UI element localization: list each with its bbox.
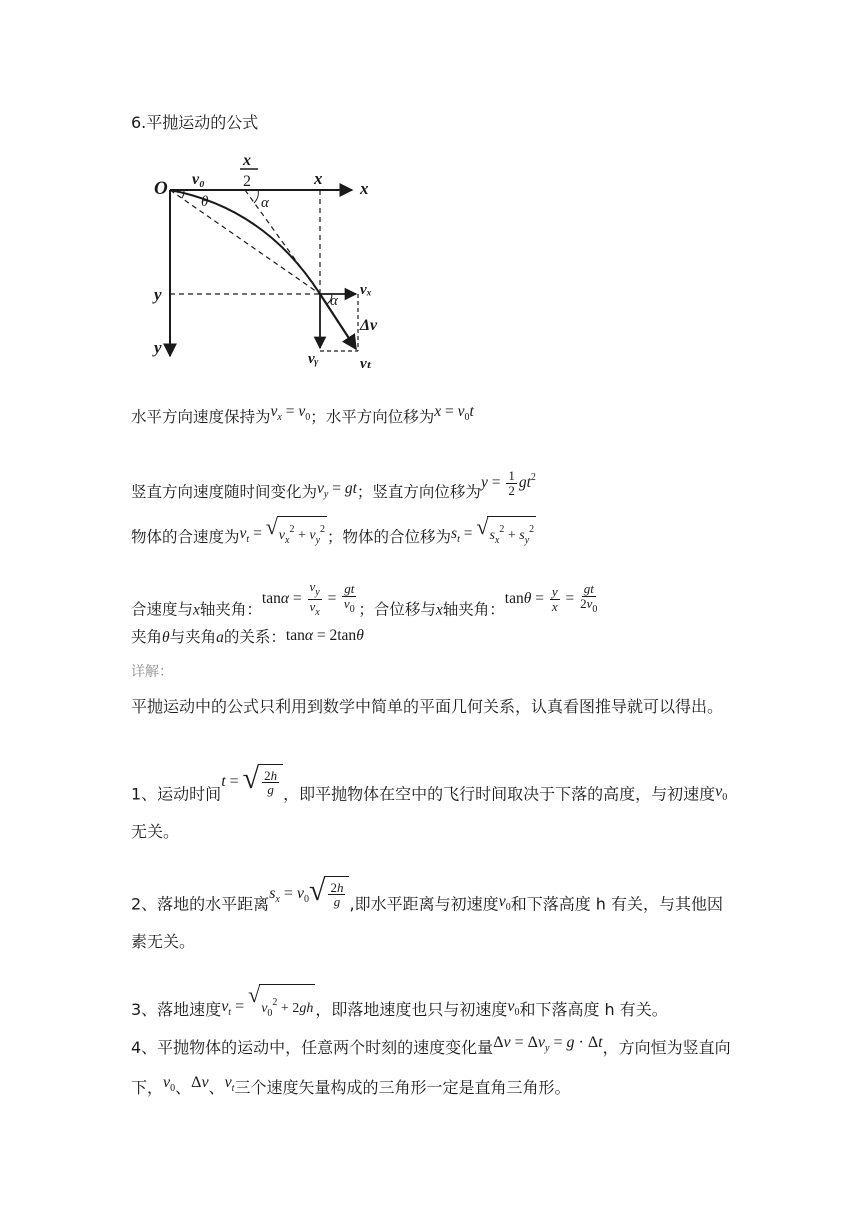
text: ；合位移与	[358, 600, 436, 619]
text: 轴夹角：	[199, 600, 262, 619]
formula-y: y = $\frac{1}{2}$ $gt^2$	[480, 468, 536, 498]
delta-v-symbol: Δv	[191, 1074, 209, 1091]
text: 1、运动时间	[131, 784, 222, 804]
dashed-displacement-line	[170, 190, 320, 294]
x-axis-label: x	[360, 179, 369, 198]
formula-tan-alpha: tanα = $\frac{v_y}{v_x}$ = $\frac{gt}{v_0}$	[261, 579, 355, 618]
formula-line-5	[131, 624, 364, 650]
text: 与夹角	[169, 628, 217, 646]
alpha-arc-top	[254, 190, 258, 203]
y-left-label: y	[154, 285, 162, 304]
half-x-denominator: 2	[243, 173, 251, 190]
text: 和下落高度 h 有关，与其他因素无关。	[131, 894, 724, 951]
theta-arc	[182, 190, 184, 198]
theta-label: θ	[201, 194, 209, 210]
formula-sx: $s_x = v_0$ √ $\frac{2h}{g}$	[269, 885, 349, 902]
v0-symbol: $v_0$	[715, 782, 728, 803]
v0-symbol: $v_0$	[163, 1074, 176, 1094]
text: x	[435, 601, 443, 619]
formula-x: $x = v_0t$	[434, 403, 474, 423]
text: x	[193, 601, 200, 619]
text: θ	[162, 629, 170, 646]
text: 物体的合速度为	[131, 528, 240, 547]
formula-line-1	[131, 400, 474, 430]
formula-vy: $v_y$ = gt	[317, 480, 357, 500]
v0-label: v₀	[192, 171, 205, 188]
text: ；竖直方向位移为	[356, 483, 481, 501]
projectile-diagram	[130, 148, 398, 378]
formula-delta-v: $\Delta v = \Delta v_y = g \cdot \Delta t$	[493, 1034, 603, 1054]
formula-vx: $v_x = v_0$	[270, 403, 311, 423]
point-4	[131, 1026, 736, 1106]
text: ；物体的合位移为	[327, 528, 452, 547]
text: 无关。	[131, 821, 180, 841]
formula-line-2	[131, 466, 536, 507]
formula-landing-v: $v_t$ = √ $v_0^2 + 2gh$	[221, 998, 315, 1015]
text: ，即落地速度也只与初速度	[315, 1000, 508, 1020]
text: 和下落高度 h 有关。	[519, 1000, 668, 1020]
text: ，方向恒为竖直向下，	[131, 1038, 731, 1097]
text: 轴夹角：	[442, 600, 505, 619]
text: 3、落地速度	[131, 1000, 222, 1020]
point-2	[131, 876, 736, 959]
formula-line-4	[131, 580, 599, 623]
section-title: 6.平抛运动的公式	[131, 113, 259, 132]
text: a	[216, 629, 224, 646]
x-top-label: x	[314, 169, 323, 188]
origin-label: O	[154, 178, 168, 199]
formula-st: $s_t$ = √ $s_x^2 + s_y^2$	[451, 525, 536, 542]
alpha-mid-label: α	[330, 293, 338, 309]
delta-v-label: Δv	[360, 317, 378, 334]
alpha-top-label: α	[261, 195, 269, 211]
half-x-numerator: x	[243, 152, 251, 169]
vy-label: vᵧ	[308, 351, 319, 367]
vt-label: vₜ	[360, 356, 373, 372]
text: 夹角	[131, 628, 163, 646]
text: 、	[175, 1078, 192, 1097]
vx-label: vₓ	[360, 282, 372, 298]
point-3	[131, 984, 736, 1031]
text: 水平方向速度保持为	[131, 408, 271, 426]
vt-vector	[320, 294, 356, 349]
text: 、	[208, 1078, 225, 1097]
dashed-half-x-line	[245, 190, 320, 294]
v0-symbol: $v_0$	[498, 892, 511, 913]
formula-line-3	[131, 516, 536, 553]
formula-tan-theta: tanθ = $\frac{y}{x}$ = $\frac{gt}{2v_0}$	[504, 581, 598, 616]
text: ，即平抛物体在空中的飞行时间取决于下落的高度，与初速度	[283, 784, 716, 804]
text: 4、平抛物体的运动中，任意两个时刻的速度变化量	[131, 1038, 494, 1057]
v0-symbol: $v_0$	[507, 998, 520, 1019]
text: 2、落地的水平距离	[131, 894, 270, 914]
point-1	[131, 764, 736, 849]
vt-symbol: $v_t$	[224, 1074, 235, 1094]
y-axis-label: y	[154, 338, 162, 357]
formula-time: t = √ $\frac{2h}{g}$	[221, 773, 283, 790]
text: ；水平方向位移为	[310, 408, 435, 426]
text: 三个速度矢量构成的三角形一定是直角三角形。	[234, 1078, 571, 1097]
text: 竖直方向速度随时间变化为	[131, 483, 318, 501]
explanation-paragraph: 平抛运动中的公式只利用到数学中简单的平面几何关系，认真看图推导就可以得出。	[131, 697, 724, 716]
text: 合速度与	[131, 600, 194, 619]
text: ,即水平距离与初速度	[349, 894, 499, 914]
text: 的关系：	[223, 628, 286, 646]
explanation-label: 详解：	[131, 664, 173, 680]
formula-tan-relation: tanα = 2tanθ	[285, 627, 364, 644]
formula-vt: $v_t$ = √ $v_x^2 + v_y^2$	[240, 525, 328, 542]
